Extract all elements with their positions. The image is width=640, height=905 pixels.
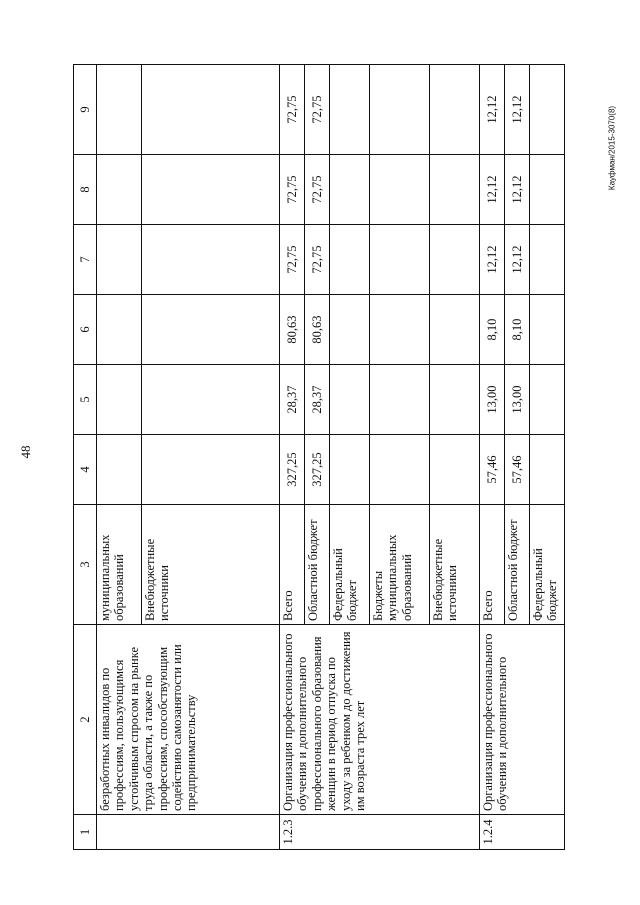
value-cell <box>430 225 480 295</box>
value-cell: 57,46 <box>480 435 505 505</box>
document-id: Кауфман/2015-3070(8) <box>607 105 617 191</box>
value-cell <box>97 65 142 155</box>
value-cell: 12,12 <box>505 225 530 295</box>
value-cell <box>530 295 565 365</box>
rotated-table-wrapper <box>73 65 560 850</box>
value-cell <box>330 295 370 365</box>
row-code: 1.2.3 <box>280 815 480 850</box>
value-cell <box>370 365 430 435</box>
value-cell: 28,37 <box>280 365 305 435</box>
col-header-5: 5 <box>74 365 97 435</box>
row-description: Организация профессионального обучения и дополнительного профессионального образования женщин в период отпуска по уходу за ребенком до достижения им возраста трех лет <box>280 625 480 815</box>
funding-source: Федеральный бюджет <box>330 505 370 625</box>
value-cell <box>142 225 280 295</box>
value-cell <box>370 295 430 365</box>
value-cell: 327,25 <box>305 435 330 505</box>
value-cell <box>430 365 480 435</box>
value-cell: 12,12 <box>480 225 505 295</box>
value-cell <box>97 435 142 505</box>
funding-source: Бюджеты муниципальных образований <box>370 505 430 625</box>
funding-source: Всего <box>280 505 305 625</box>
table-row <box>280 65 305 850</box>
row-description: безработных инвалидов по профессиям, пользующимся устойчивым спросом на рынке труда области, а также по профессиям, способствующим содействию самозанятости или предпринимательству <box>97 625 280 815</box>
col-header-6: 6 <box>74 295 97 365</box>
value-cell <box>142 295 280 365</box>
value-cell: 72,75 <box>305 155 330 225</box>
funding-source: Областной бюджет <box>505 505 530 625</box>
value-cell <box>370 435 430 505</box>
value-cell: 72,75 <box>305 65 330 155</box>
value-cell <box>330 155 370 225</box>
value-cell: 13,00 <box>505 365 530 435</box>
header-row <box>74 65 97 850</box>
value-cell: 8,10 <box>505 295 530 365</box>
value-cell: 80,63 <box>280 295 305 365</box>
value-cell <box>530 155 565 225</box>
value-cell <box>97 225 142 295</box>
col-header-7: 7 <box>74 225 97 295</box>
value-cell <box>530 225 565 295</box>
funding-source: Внебюджетные источники <box>430 505 480 625</box>
value-cell <box>142 155 280 225</box>
col-header-1: 1 <box>74 815 97 850</box>
value-cell <box>330 365 370 435</box>
value-cell: 80,63 <box>305 295 330 365</box>
value-cell: 28,37 <box>305 365 330 435</box>
value-cell <box>330 435 370 505</box>
col-header-2: 2 <box>74 625 97 815</box>
funding-source: Областной бюджет <box>305 505 330 625</box>
value-cell <box>370 65 430 155</box>
col-header-9: 9 <box>74 65 97 155</box>
value-cell <box>142 65 280 155</box>
value-cell <box>330 65 370 155</box>
value-cell <box>330 225 370 295</box>
value-cell: 12,12 <box>505 65 530 155</box>
funding-source: муниципальных образований <box>97 505 142 625</box>
value-cell <box>430 65 480 155</box>
value-cell <box>430 435 480 505</box>
value-cell <box>370 155 430 225</box>
value-cell <box>370 225 430 295</box>
col-header-3: 3 <box>74 505 97 625</box>
col-header-8: 8 <box>74 155 97 225</box>
value-cell <box>530 365 565 435</box>
value-cell: 8,10 <box>480 295 505 365</box>
value-cell <box>142 365 280 435</box>
page-number: 48 <box>18 445 33 459</box>
value-cell: 57,46 <box>505 435 530 505</box>
value-cell: 12,12 <box>480 65 505 155</box>
value-cell: 72,75 <box>280 65 305 155</box>
row-code <box>97 815 280 850</box>
funding-source: Всего <box>480 505 505 625</box>
value-cell: 12,12 <box>480 155 505 225</box>
value-cell <box>97 365 142 435</box>
funding-source: Внебюджетные источники <box>142 505 280 625</box>
funding-source: Федеральный бюджет <box>530 505 565 625</box>
value-cell <box>430 295 480 365</box>
budget-table <box>73 64 565 850</box>
value-cell <box>97 295 142 365</box>
row-description: Организация профессионального обучения и дополнительного <box>480 625 565 815</box>
value-cell <box>530 435 565 505</box>
table-row <box>480 65 505 850</box>
row-code: 1.2.4 <box>480 815 565 850</box>
value-cell <box>530 65 565 155</box>
value-cell: 12,12 <box>505 155 530 225</box>
value-cell <box>430 155 480 225</box>
value-cell: 72,75 <box>280 155 305 225</box>
value-cell <box>142 435 280 505</box>
value-cell: 72,75 <box>305 225 330 295</box>
value-cell: 72,75 <box>280 225 305 295</box>
value-cell <box>97 155 142 225</box>
value-cell: 13,00 <box>480 365 505 435</box>
value-cell: 327,25 <box>280 435 305 505</box>
table-row <box>97 65 142 850</box>
col-header-4: 4 <box>74 435 97 505</box>
